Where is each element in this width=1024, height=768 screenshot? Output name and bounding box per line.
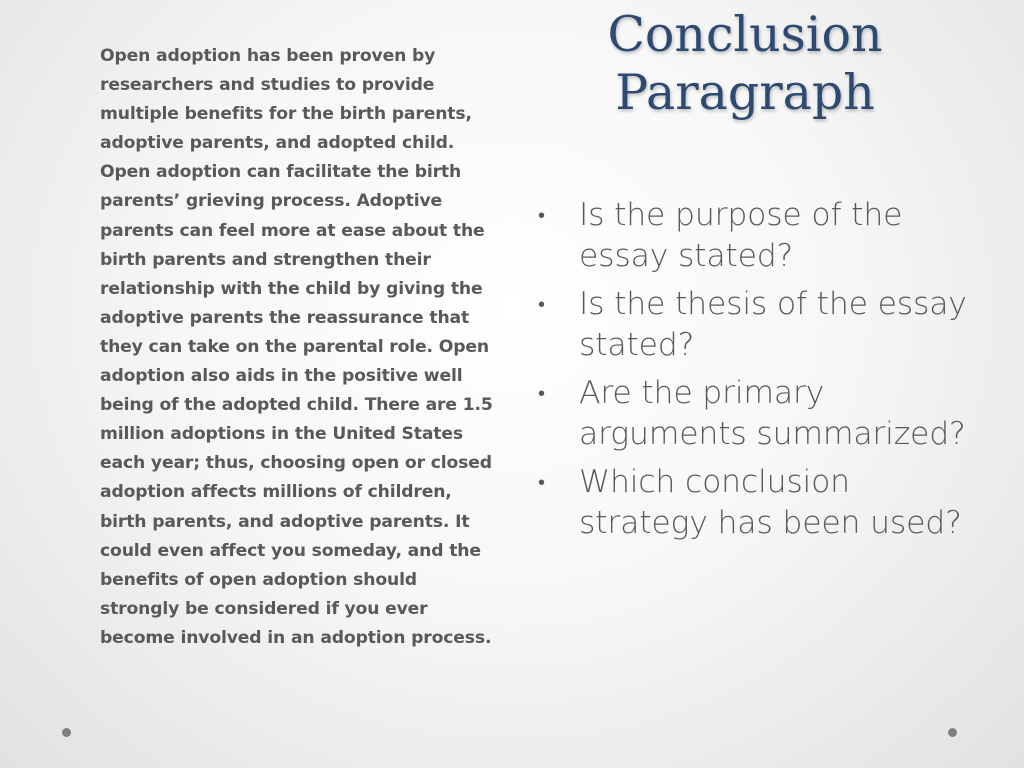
question-bullet-list (536, 195, 986, 551)
bullet-item (536, 462, 986, 543)
bullet-dot-icon: • (538, 292, 545, 316)
bullet-item (536, 195, 986, 276)
bullet-text: Are the primary arguments summarized? (579, 375, 966, 452)
bullet-dot-icon: • (538, 381, 545, 405)
decorative-dot-bottom-left (62, 728, 71, 737)
bullet-text: Which conclusion strategy has been used? (579, 464, 962, 541)
bullet-dot-icon: • (538, 203, 545, 227)
bullet-item (536, 284, 986, 365)
bullet-item (536, 373, 986, 454)
decorative-dot-bottom-right (948, 728, 957, 737)
bullet-text: Is the thesis of the essay stated? (579, 286, 967, 363)
slide-title-line-1: Conclusion (607, 6, 883, 63)
slide-title (560, 0, 930, 122)
bullet-text: Is the purpose of the essay stated? (579, 197, 903, 274)
slide-title-line-2: Paragraph (615, 64, 875, 121)
conclusion-example-paragraph: Open adoption has been proven by researchers and studies to provide multiple benefits for the birth parents, adoptive parents, and adopted child. Open adoption can facilitate the birth parents’ grieving process. Adoptive parents can feel more at ease about the birth parents and strengthen their relationship with the child by giving the adoptive parents the reassurance that they can take on the parental role. Open adoption also aids in the positive well being of the adopted child. There are 1.5 million adoptions in the United States each year; thus, choosing open or closed adoption affects millions of children, birth parents, and adoptive parents. It could even affect you someday, and the benefits of open adoption should strongly be considered if you ever become involved in an adoption process. (100, 46, 493, 648)
bullet-dot-icon: • (538, 470, 545, 494)
